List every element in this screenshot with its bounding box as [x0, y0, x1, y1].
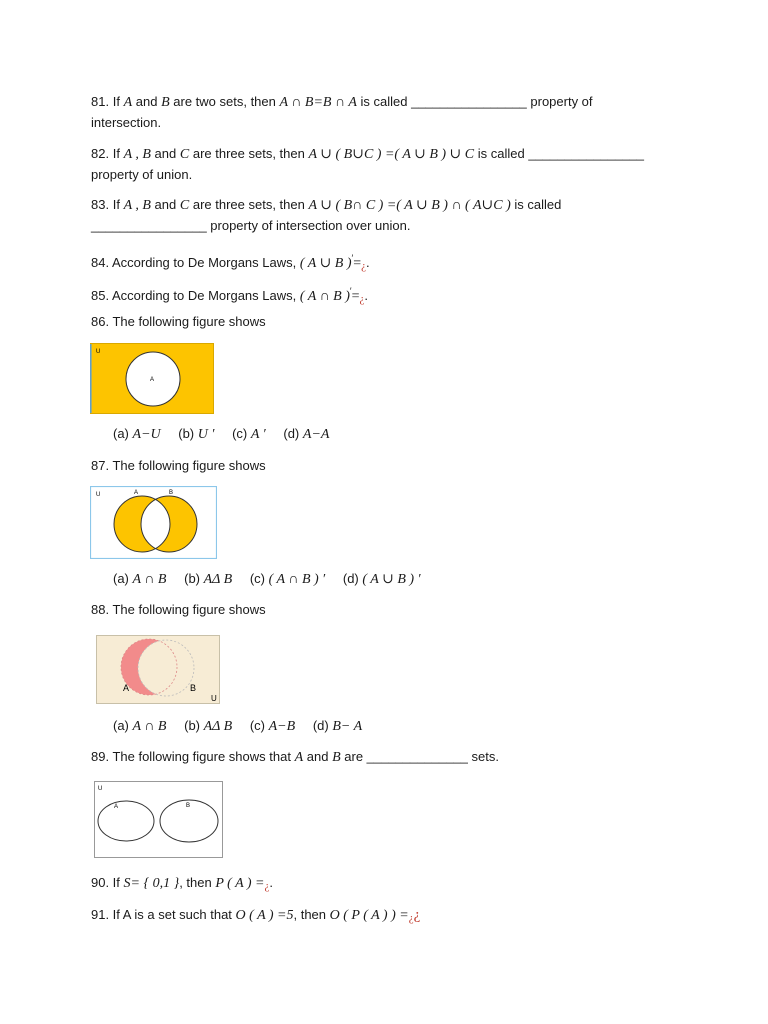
question-84: 84. According to De Morgans Laws, ( A ∪ B )′=¿.: [91, 253, 370, 272]
option-b[interactable]: (b) U ′: [178, 426, 215, 442]
question-81: 81. If A and B are two sets, then A ∩ B=B ∩ A is called ________________ property of intersection.: [91, 94, 593, 130]
u-label: U: [96, 349, 101, 355]
options-87: [113, 569, 435, 590]
option-d[interactable]: (d) B− A: [312, 718, 363, 734]
svg-text:A: A: [123, 683, 130, 693]
math-expression: A ∪ ( B∩ C ) =( A ∪ B ) ∩ ( A∪C ): [308, 198, 511, 213]
a-label: A: [150, 377, 155, 383]
option-a[interactable]: (a) A ∩ B: [113, 718, 167, 734]
venn-figure-complement: [90, 343, 214, 414]
option-b[interactable]: (b) AΔ B: [184, 718, 233, 734]
svg-text:U: U: [96, 492, 101, 498]
svg-text:A: A: [114, 804, 119, 810]
option-d[interactable]: (d) ( A ∪ B ) ′: [342, 571, 421, 587]
svg-text:B: B: [186, 803, 191, 809]
venn-figure-disjoint: [94, 781, 223, 858]
svg-text:A: A: [134, 490, 139, 496]
option-d[interactable]: (d) A−A: [283, 426, 330, 442]
option-b[interactable]: (b) AΔ B: [184, 571, 233, 587]
math-expression: A ∩ B=B ∩ A: [279, 95, 357, 110]
question-89: 89. The following figure shows that A and B are ______________ sets.: [91, 749, 499, 765]
set-a-ellipse: [98, 801, 154, 841]
options-88: [113, 716, 376, 737]
option-c[interactable]: (c) ( A ∩ B ) ′: [249, 571, 326, 587]
question-82: 82. If A , B and C are three sets, then A ∪ ( B∪C ) =( A ∪ B ) ∪ C is called ________________ property of union.: [91, 146, 645, 182]
svg-text:B: B: [190, 683, 197, 693]
svg-text:B: B: [169, 490, 174, 496]
question-83: 83. If A , B and C are three sets, then A ∪ ( B∩ C ) =( A ∪ B ) ∩ ( A∪C ) is called ________________ property of intersection over union.: [91, 197, 562, 233]
venn-figure-difference: [96, 635, 220, 704]
option-a[interactable]: (a) A ∩ B: [113, 571, 167, 587]
venn-figure-symmetric-difference: [90, 486, 217, 559]
math-expression: A ∪ ( B∪C ) =( A ∪ B ) ∪ C: [308, 147, 475, 162]
question-87: 87. The following figure shows: [91, 458, 266, 473]
svg-text:U: U: [98, 786, 103, 792]
question-91: 91. If A is a set such that O ( A ) =5, then O ( P ( A ) ) =¿¿: [91, 907, 421, 924]
options-86: [113, 424, 343, 445]
question-85: 85. According to De Morgans Laws, ( A ∩ B )′=¿.: [91, 286, 369, 305]
question-number: 81.: [91, 94, 110, 109]
question-90: 90. If S= { 0,1 }, then P ( A ) =¿.: [91, 875, 273, 892]
option-c[interactable]: (c) A ′: [232, 426, 266, 442]
svg-text:U: U: [211, 694, 217, 703]
option-c[interactable]: (c) A−B: [249, 718, 296, 734]
question-86: 86. The following figure shows: [91, 314, 266, 329]
option-a[interactable]: (a) A−U: [113, 426, 161, 442]
question-88: 88. The following figure shows: [91, 602, 266, 617]
